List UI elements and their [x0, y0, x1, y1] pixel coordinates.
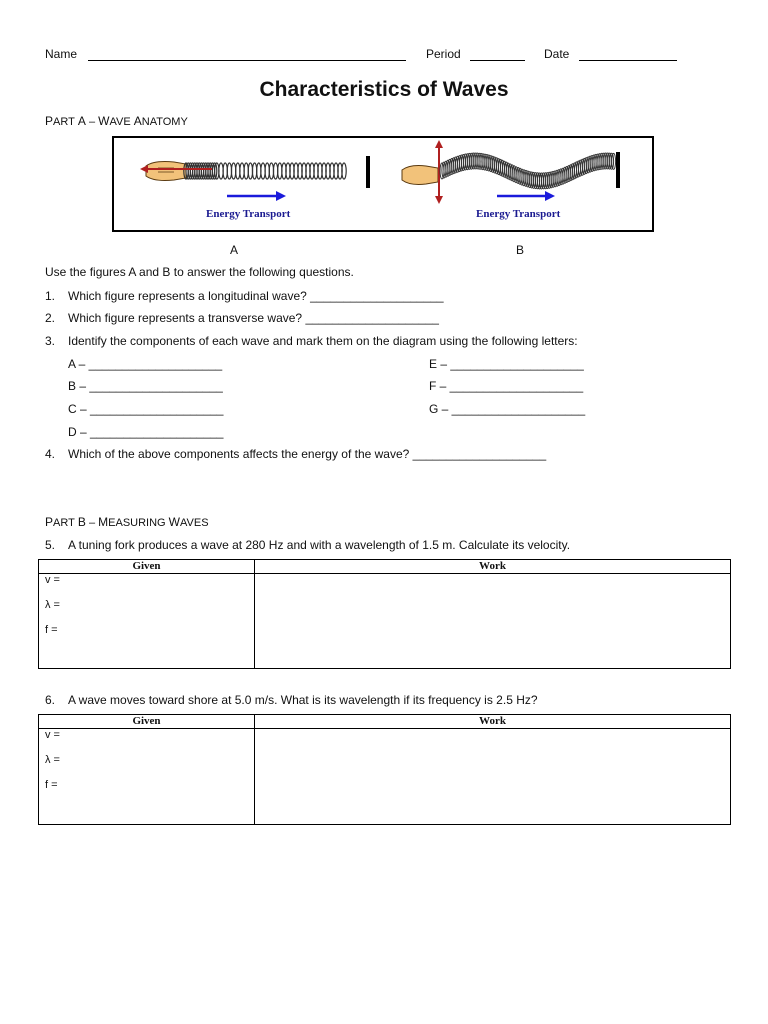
part-a-heading: PART A – WAVE ANATOMY [45, 114, 188, 128]
figure-b-label: B [516, 243, 525, 257]
work-cell[interactable] [255, 574, 731, 669]
letter-a-line[interactable]: A – ____________________ [68, 357, 223, 371]
figure-b-energy-label: Energy Transport [476, 208, 561, 220]
wavelength-given: λ = [45, 754, 60, 766]
figure-b-wall-icon [616, 152, 620, 188]
letter-b-line[interactable]: B – ____________________ [68, 379, 223, 393]
figure-a-energy-label: Energy Transport [206, 208, 291, 220]
wavelength-given: λ = [45, 599, 60, 611]
given-header: Given [39, 715, 255, 729]
work-cell[interactable] [255, 729, 731, 825]
page-title: Characteristics of Waves [259, 78, 509, 101]
figure-a-hand-icon [146, 162, 186, 181]
letter-d-line[interactable]: D – ____________________ [68, 425, 224, 439]
given-header: Given [39, 560, 255, 574]
wave-figure-illustration [114, 138, 652, 230]
frequency-given: f = [45, 779, 58, 791]
work-header: Work [255, 560, 731, 574]
period-label: Period [426, 47, 461, 61]
given-cell[interactable] [39, 729, 255, 825]
part-b-heading: PART B – MEASURING WAVES [45, 515, 209, 529]
name-field[interactable] [88, 60, 406, 61]
problem-5-table [38, 559, 731, 669]
velocity-given: v = [45, 574, 60, 586]
figure-b-hand-icon [402, 166, 438, 185]
given-cell[interactable] [39, 574, 255, 669]
period-field[interactable] [470, 60, 525, 61]
figure-b-spring-icon [440, 153, 616, 189]
wave-figure [112, 136, 654, 232]
problem-6-table [38, 714, 731, 825]
figure-a-label: A [230, 243, 239, 257]
frequency-given: f = [45, 624, 58, 636]
letter-f-line[interactable]: F – ____________________ [429, 379, 584, 393]
velocity-given: v = [45, 729, 60, 741]
name-label: Name [45, 47, 78, 61]
date-label: Date [544, 47, 570, 61]
instruction-text: Use the figures A and B to answer the following questions. [45, 265, 354, 279]
figure-a-wall-icon [366, 156, 370, 188]
letter-g-line[interactable]: G – ____________________ [429, 402, 586, 416]
figure-a-spring-icon [184, 163, 346, 179]
letter-c-line[interactable]: C – ____________________ [68, 402, 224, 416]
letter-e-line[interactable]: E – ____________________ [429, 357, 584, 371]
date-field[interactable] [579, 60, 677, 61]
work-header: Work [255, 715, 731, 729]
